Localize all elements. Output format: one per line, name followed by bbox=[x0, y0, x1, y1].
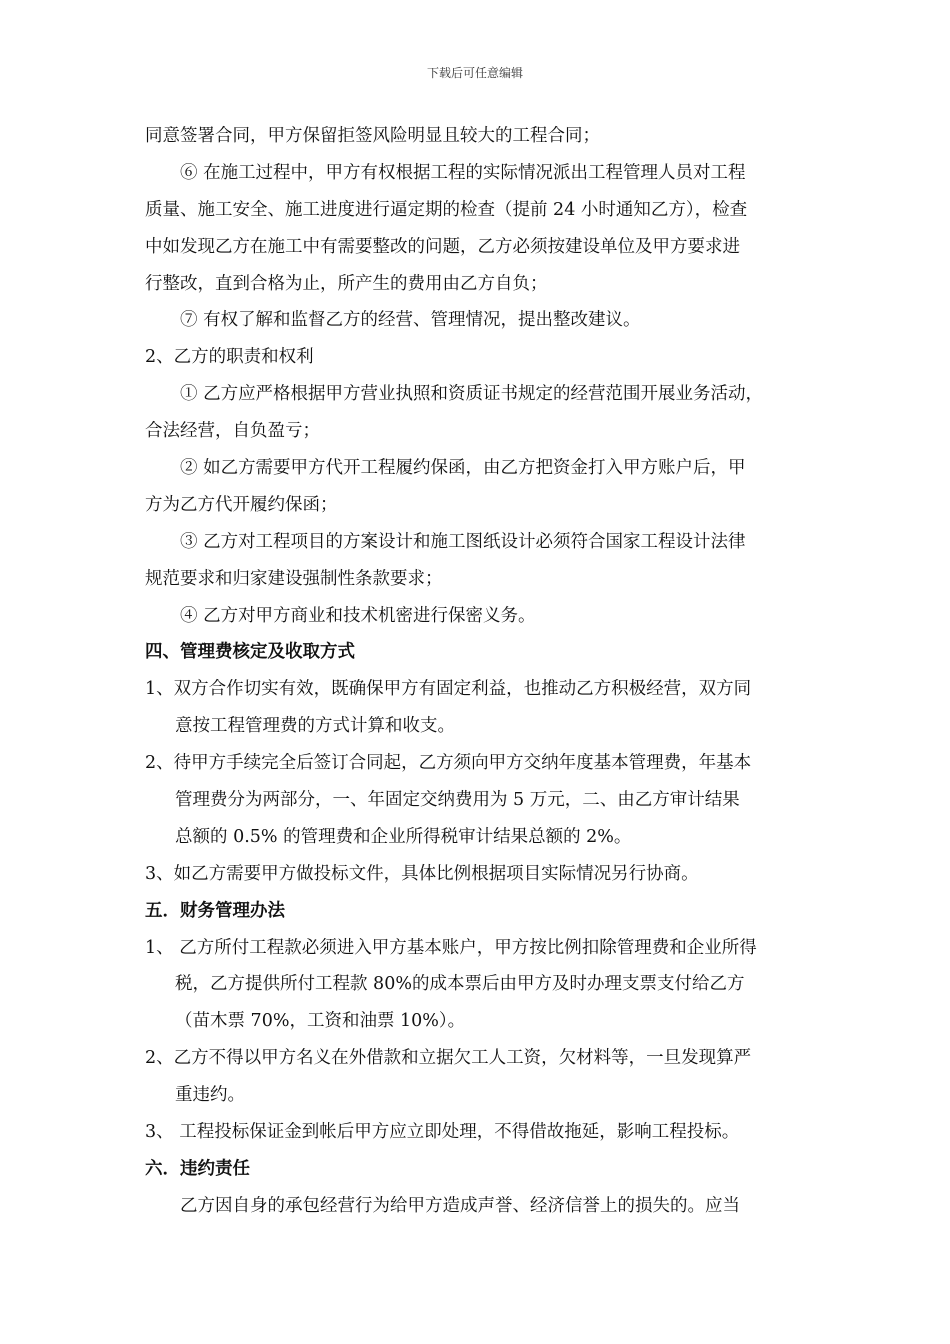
paragraph-line: ② 如乙方需要甲方代开工程履约保函，由乙方把资金打入甲方账户后，甲 bbox=[180, 458, 746, 479]
section-heading: 五．财务管理办法 bbox=[145, 900, 285, 921]
paragraph-line: 意按工程管理费的方式计算和收支。 bbox=[175, 716, 455, 737]
paragraph-line: （苗木票 70%，工资和油票 10%）。 bbox=[175, 1011, 466, 1032]
document-body bbox=[145, 118, 825, 1225]
paragraph-line: 重违约。 bbox=[175, 1085, 245, 1106]
paragraph-line: 乙方因自身的承包经营行为给甲方造成声誉、经济信誉上的损失的。应当 bbox=[180, 1195, 740, 1216]
list-item: 2、乙方不得以甲方名义在外借款和立据欠工人工资，欠材料等，一旦发现算严 bbox=[145, 1048, 752, 1069]
paragraph-line: ③ 乙方对工程项目的方案设计和施工图纸设计必须符合国家工程设计法律 bbox=[180, 531, 746, 552]
page-header: 下载后可任意编辑 bbox=[426, 66, 523, 80]
paragraph-line: ⑥ 在施工过程中，甲方有权根据工程的实际情况派出工程管理人员对工程 bbox=[180, 162, 746, 183]
section-heading: 六．违约责任 bbox=[145, 1158, 250, 1179]
paragraph-line: 质量、施工安全、施工进度进行逼定期的检查（提前 24 小时通知乙方），检查 bbox=[145, 199, 748, 220]
paragraph-line: 行整改，直到合格为止，所产生的费用由乙方自负； bbox=[145, 273, 548, 294]
paragraph-line: ⑦ 有权了解和监督乙方的经营、管理情况，提出整改建议。 bbox=[180, 310, 641, 331]
paragraph-line: 管理费分为两部分，一、年固定交纳费用为 5 万元，二、由乙方审计结果 bbox=[175, 790, 740, 811]
paragraph-line: 总额的 0.5% 的管理费和企业所得税审计结果总额的 2%。 bbox=[175, 826, 632, 847]
list-item: 1、双方合作切实有效，既确保甲方有固定利益，也推动乙方积极经营，双方同 bbox=[145, 679, 752, 700]
subsection-heading: 2、乙方的职责和权利 bbox=[145, 347, 314, 368]
paragraph-line: 方为乙方代开履约保函； bbox=[145, 494, 338, 515]
paragraph-line: 同意签署合同，甲方保留拒签风险明显且较大的工程合同； bbox=[145, 126, 600, 146]
list-item: 3、 工程投标保证金到帐后甲方应立即处理，不得借故拖延，影响工程投标。 bbox=[145, 1122, 740, 1143]
list-item: 3、如乙方需要甲方做投标文件，具体比例根据项目实际情况另行协商。 bbox=[145, 863, 699, 884]
paragraph-line: 税，乙方提供所付工程款 80%的成本票后由甲方及时办理支票支付给乙方 bbox=[175, 974, 745, 995]
paragraph-line: ① 乙方应严格根据甲方营业执照和资质证书规定的经营范围开展业务活动， bbox=[180, 384, 764, 405]
list-item: 2、待甲方手续完全后签订合同起，乙方须向甲方交纳年度基本管理费，年基本 bbox=[145, 753, 752, 774]
paragraph-line: 合法经营，自负盈亏； bbox=[145, 421, 320, 442]
paragraph-line: 规范要求和归家建设强制性条款要求； bbox=[145, 568, 443, 589]
list-item: 1、 乙方所付工程款必须进入甲方基本账户，甲方按比例扣除管理费和企业所得 bbox=[145, 937, 757, 958]
section-heading: 四、管理费核定及收取方式 bbox=[145, 642, 355, 663]
paragraph-line: ④ 乙方对甲方商业和技术机密进行保密义务。 bbox=[180, 605, 536, 626]
paragraph-line: 中如发现乙方在施工中有需要整改的问题，乙方必须按建设单位及甲方要求进 bbox=[145, 236, 740, 257]
